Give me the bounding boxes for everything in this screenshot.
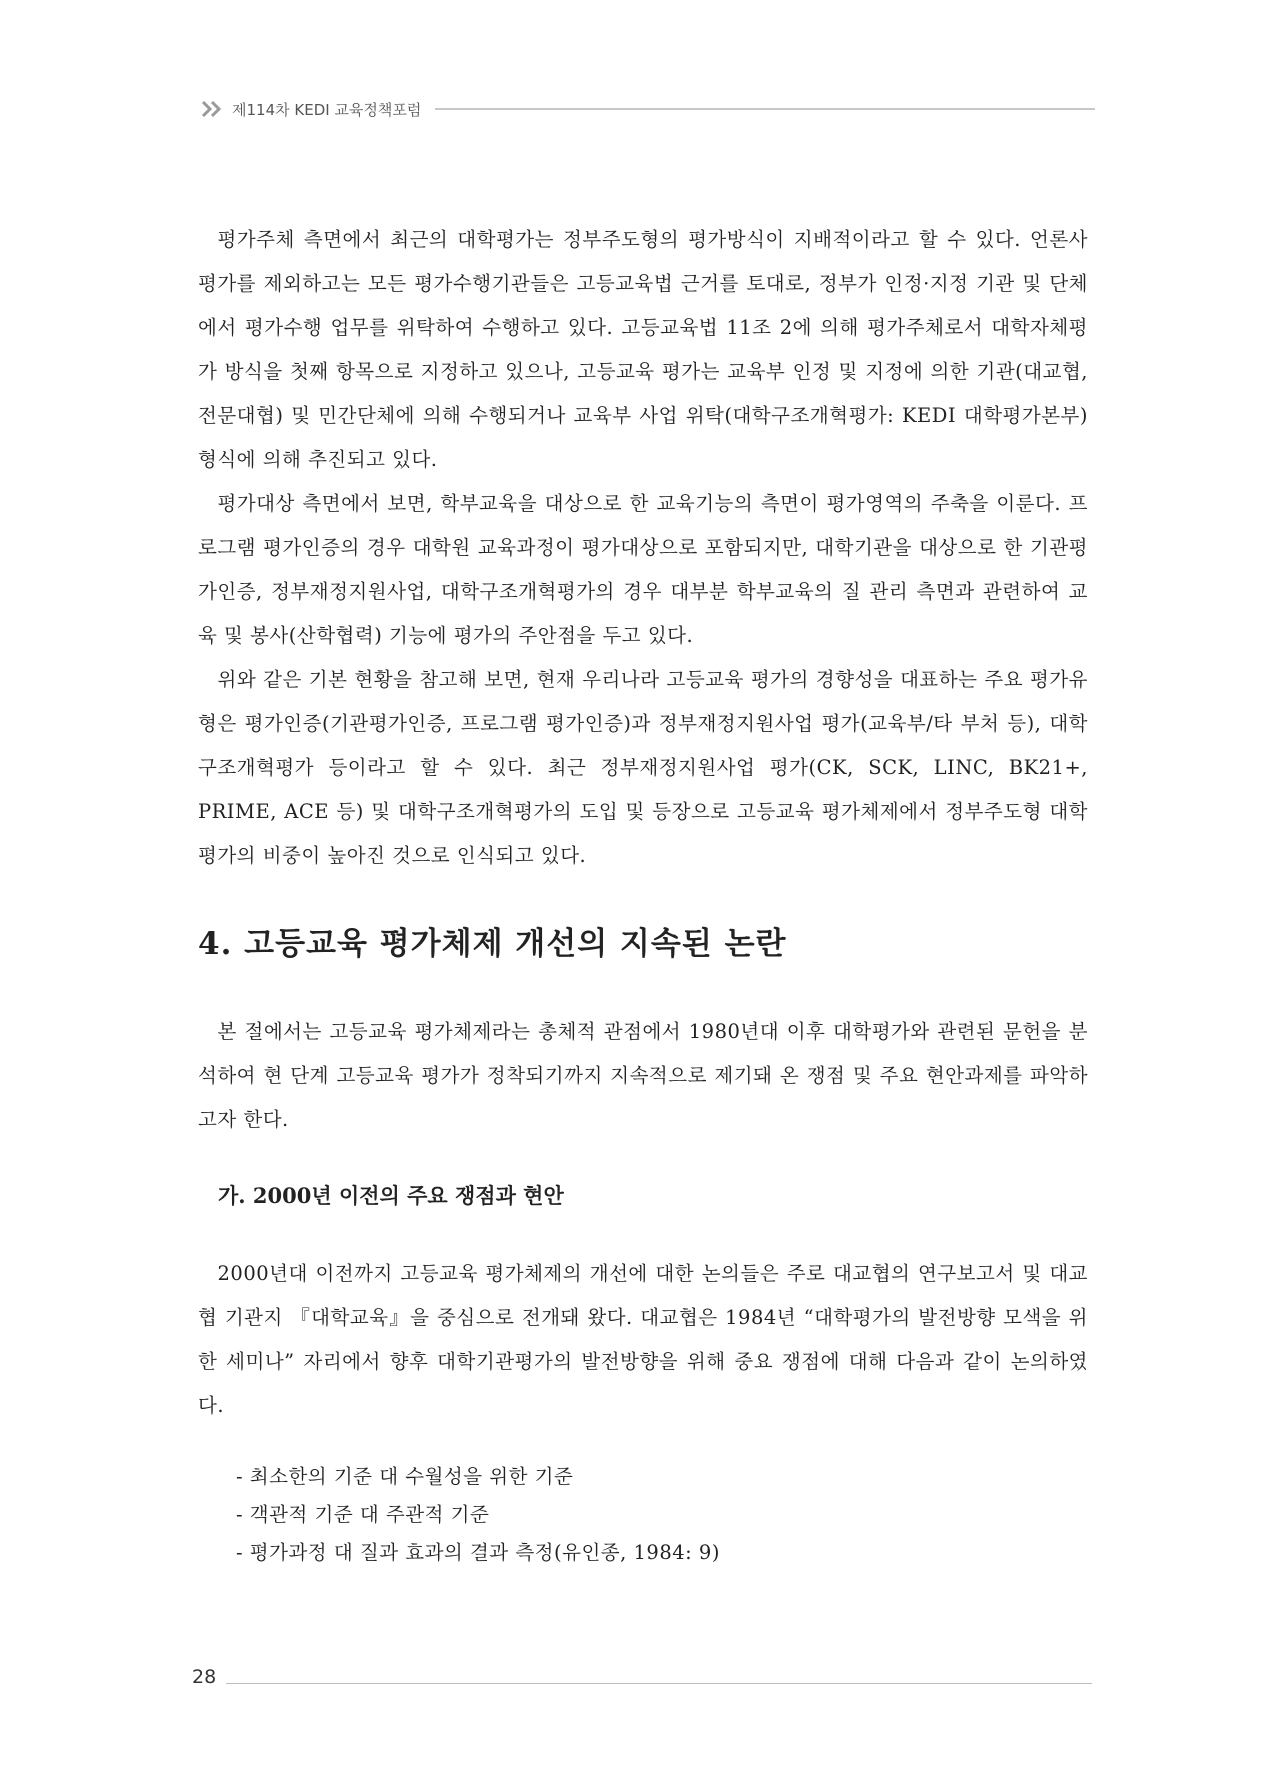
list-item: - 최소한의 기준 대 수월성을 위한 기준 [236,1465,574,1488]
paragraph-current-status: 위와 같은 기본 현황을 참고해 보면, 현재 우리나라 고등교육 평가의 경향성을 대표하는 주요 평가유형은 평가인증(기관평가인증, 프로그램 평가인증)과 정부재정지원사업 평가(교육부/타 부처 등), 대학구조개혁평가 등이라고 할 수 있다. 최근 정부재정지원사업 평가(CK, SCK, LINC, BK21+, PRIME, ACE 등) 및 대학구조개혁평가의 도입 및 등장으로 고등교육 평가체제에서 정부주도형 대학평가의 비중이 높아진 것으로 인식되고 있다. [198,668,1088,867]
list-item: - 객관적 기준 대 주관적 기준 [236,1503,490,1526]
list-item: - 평가과정 대 질과 효과의 결과 측정(유인종, 1984: 9) [236,1541,720,1564]
paragraph-target: 평가대상 측면에서 보면, 학부교육을 대상으로 한 교육기능의 측면이 평가영역의 주축을 이룬다. 프로그램 평가인증의 경우 대학원 교육과정이 평가대상으로 포함되지만, 대학기관을 대상으로 한 기관평가인증, 정부재정지원사업, 대학구조개혁평가의 경우 대부분 학부교육의 질 관리 측면과 관련하여 교육 및 봉사(산학협력) 기능에 평가의 주안점을 두고 있다. [198,492,1088,647]
header-rule [435,108,1095,110]
paragraph-evaluator: 평가주체 측면에서 최근의 대학평가는 정부주도형의 평가방식이 지배적이라고 할 수 있다. 언론사 평가를 제외하고는 모든 평가수행기관들은 고등교육법 근거를 토대로, 정부가 인정·지정 기관 및 단체에서 평가수행 업무를 위탁하여 수행하고 있다. 고등교육법 11조 2에 의해 평가주체로서 대학자체평가 방식을 첫째 항목으로 지정하고 있으나, 고등교육 평가는 교육부 인정 및 지정에 의한 기관(대교협, 전문대협) 및 민간단체에 의해 수행되거나 교육부 사업 위탁(대학구조개혁평가: KEDI 대학평가본부) 형식에 의해 추진되고 있다. [198,228,1088,471]
paragraph-section-intro: 본 절에서는 고등교육 평가체제라는 총체적 관점에서 1980년대 이후 대학평가와 관련된 문헌을 분석하여 현 단계 고등교육 평가가 정착되기까지 지속적으로 제기돼 온 쟁점 및 주요 현안과제를 파악하고자 한다. [198,1020,1088,1131]
double-chevron-right-icon [200,99,224,119]
paragraph-pre2000: 2000년대 이전까지 고등교육 평가체제의 개선에 대한 논의들은 주로 대교협의 연구보고서 및 대교협 기관지 『대학교육』을 중심으로 전개돼 왔다. 대교협은 1984년 “대학평가의 발전방향 모색을 위한 세미나” 자리에서 향후 대학기관평가의 발전방향을 위해 중요 쟁점에 대해 다음과 같이 논의하였다. [198,1262,1088,1417]
running-header [200,96,1095,122]
header-title: 제114차 KEDI 교육정책포럼 [232,100,422,119]
footer-rule [226,1683,1092,1684]
page-number: 28 [192,1666,217,1688]
subsection-heading: 가. 2000년 이전의 주요 쟁점과 현안 [218,1183,564,1208]
section-heading: 4. 고등교육 평가체제 개선의 지속된 논란 [198,926,787,962]
page-body [198,218,1088,1572]
issue-list [198,1458,1088,1572]
page-footer [192,1662,1092,1692]
